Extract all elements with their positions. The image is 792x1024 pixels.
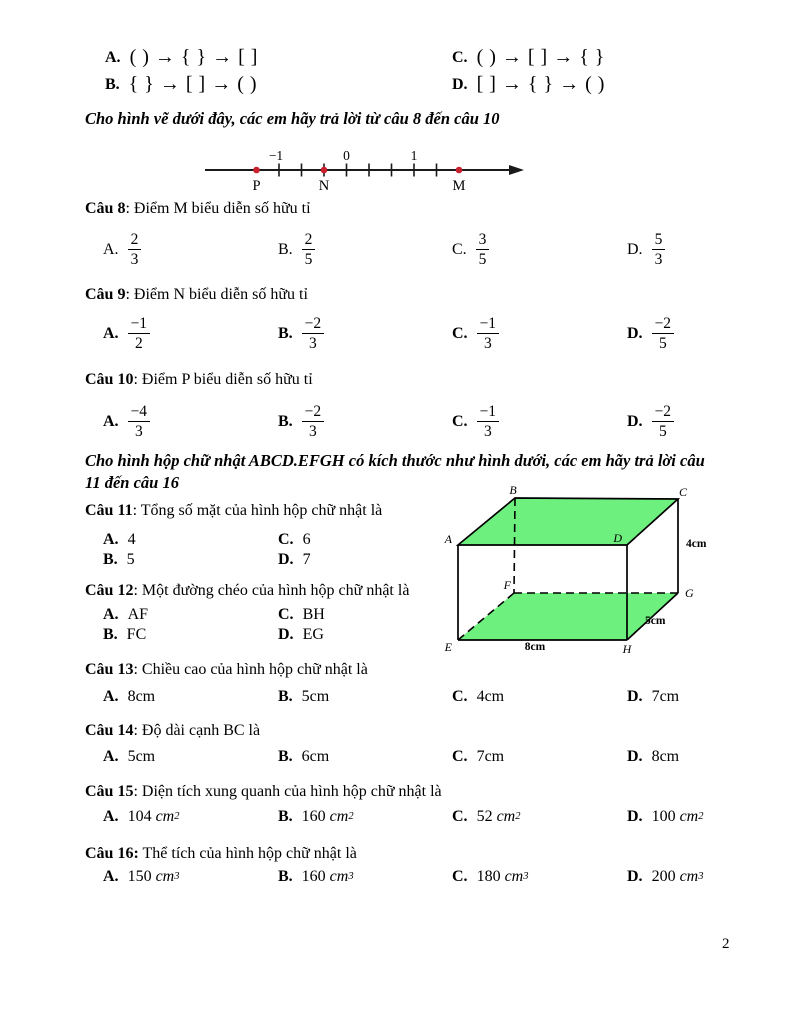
fraction xyxy=(302,231,316,268)
fraction-numerator: −4 xyxy=(130,403,148,420)
q9-option-a xyxy=(103,315,150,352)
q14-option-b xyxy=(278,748,329,766)
option-unit: cm xyxy=(155,808,175,825)
question-number: Câu 8 xyxy=(85,200,126,217)
q14-option-d xyxy=(627,748,679,766)
dim-height-label: 4cm xyxy=(686,538,707,550)
fraction xyxy=(652,231,666,268)
option-letter: A. xyxy=(103,748,119,765)
option-unit: cm xyxy=(679,868,699,885)
q8-option-c xyxy=(452,231,489,268)
option-unit: cm xyxy=(329,868,349,885)
option-letter: B. xyxy=(278,412,293,430)
page-number: 2 xyxy=(722,936,730,952)
fraction-denominator: 5 xyxy=(476,249,490,268)
fraction xyxy=(128,403,151,440)
option-letter: C. xyxy=(278,606,294,623)
fraction xyxy=(477,315,500,352)
tick-label-1: 1 xyxy=(410,148,418,163)
option-letter: D. xyxy=(627,808,643,825)
fraction-denominator: 5 xyxy=(302,249,316,268)
question-15-heading xyxy=(85,781,442,802)
q10-option-c xyxy=(452,403,499,440)
question-text: Thể tích của hình hộp chữ nhật là xyxy=(138,845,357,862)
option-letter: B. xyxy=(105,75,120,93)
q16-option-b: B. 160 cm 3 xyxy=(278,868,354,885)
option-unit: cm xyxy=(496,808,516,825)
question-text: : Điểm P biểu diễn số hữu tỉ xyxy=(133,371,313,388)
fraction-numerator: 3 xyxy=(478,231,487,248)
question-number: Câu 11 xyxy=(85,502,133,519)
question-text: : Diện tích xung quanh của hình hộp chữ nhật là xyxy=(133,783,442,800)
option-letter: D. xyxy=(627,240,643,258)
point-N-dot xyxy=(321,167,328,174)
question-number: Câu 14 xyxy=(85,722,134,739)
fraction-denominator: 3 xyxy=(652,249,666,268)
question-number: Câu 16: xyxy=(85,845,139,862)
question-number: Câu 10 xyxy=(85,371,134,388)
option-letter: C. xyxy=(452,412,468,430)
option-value: 5cm xyxy=(301,688,330,705)
fraction-numerator: 5 xyxy=(654,231,663,248)
q15-option-b: B. 160 cm 2 xyxy=(278,808,354,825)
q7-option-c xyxy=(452,46,605,69)
fraction-denominator: 3 xyxy=(477,333,500,352)
fraction-denominator: 5 xyxy=(652,333,675,352)
cuboid-top-face xyxy=(458,498,678,545)
q7-option-b xyxy=(105,73,257,96)
section-intro-2-line1: Cho hình hộp chữ nhật ABCD.EFGH có kích thước như hình dưới, các em hãy trả lời câu xyxy=(85,451,705,470)
fraction-numerator: 2 xyxy=(304,231,313,248)
q13-option-b xyxy=(278,688,329,706)
number-line-figure xyxy=(192,144,537,199)
point-M-label: M xyxy=(452,178,466,194)
question-16-heading xyxy=(85,843,357,864)
option-letter: D. xyxy=(278,551,294,568)
option-value: 6cm xyxy=(301,748,330,765)
fraction-numerator: −2 xyxy=(304,403,322,420)
question-10-heading xyxy=(85,369,313,390)
fraction xyxy=(128,231,142,268)
q15-option-d: D. 100 cm 2 xyxy=(627,808,704,825)
number-line-arrowhead xyxy=(509,165,524,175)
q11-option-a xyxy=(103,531,136,549)
option-letter: B. xyxy=(278,868,293,885)
option-letter: B. xyxy=(278,748,293,765)
question-text: : Điểm M biểu diễn số hữu tỉ xyxy=(125,200,311,217)
question-14-heading xyxy=(85,720,260,741)
option-letter: B. xyxy=(278,240,293,258)
fraction-denominator: 3 xyxy=(128,421,151,440)
option-value: 7cm xyxy=(651,688,680,705)
option-letter: A. xyxy=(103,606,119,623)
option-letter: A. xyxy=(103,324,119,342)
vertex-G-label: G xyxy=(685,586,694,600)
q16-option-c: C. 180 cm 3 xyxy=(452,868,529,885)
vertex-B-label: B xyxy=(509,483,517,497)
option-value: FC xyxy=(126,626,147,643)
tick-label-minus1: −1 xyxy=(268,148,284,163)
q7-option-d xyxy=(452,73,605,96)
option-value: BH xyxy=(302,606,325,623)
option-value: 200 xyxy=(651,868,676,885)
q16-option-a: A. 150 cm 3 xyxy=(103,868,180,885)
question-text: : Tổng số mặt của hình hộp chữ nhật là xyxy=(132,502,383,519)
point-P-label: P xyxy=(252,178,261,194)
q11-option-c xyxy=(278,531,311,549)
q10-option-b xyxy=(278,403,324,440)
fraction-numerator: −2 xyxy=(304,315,322,332)
fraction-denominator: 3 xyxy=(128,249,142,268)
option-letter: D. xyxy=(627,412,643,430)
fraction xyxy=(128,315,151,352)
option-letter: D. xyxy=(627,868,643,885)
vertex-A-label: A xyxy=(444,532,452,546)
fraction-numerator: 2 xyxy=(130,231,139,248)
option-value: AF xyxy=(127,606,149,623)
option-value: 180 xyxy=(476,868,501,885)
point-M-dot xyxy=(456,167,463,174)
q9-option-b xyxy=(278,315,324,352)
option-value: 4 xyxy=(127,531,136,548)
question-12-heading xyxy=(85,580,409,601)
option-value: 104 xyxy=(127,808,152,825)
option-letter: A. xyxy=(103,868,119,885)
fraction xyxy=(477,403,500,440)
option-value: 8cm xyxy=(651,748,680,765)
question-11-heading xyxy=(85,500,382,521)
q15-option-a: A. 104 cm 2 xyxy=(103,808,180,825)
fraction-denominator: 3 xyxy=(302,333,325,352)
fraction-numerator: −1 xyxy=(479,403,497,420)
fraction-numerator: −1 xyxy=(130,315,148,332)
q15-option-c: C. 52 cm 2 xyxy=(452,808,521,825)
option-expression: ( ) → { } → [ ] xyxy=(129,46,258,68)
question-text: : Chiều cao của hình hộp chữ nhật là xyxy=(133,661,368,678)
option-value: 100 xyxy=(651,808,676,825)
q12-option-a xyxy=(103,606,148,624)
option-unit: cm xyxy=(155,868,175,885)
section-intro-1: Cho hình vẽ dưới đây, các em hãy trả lời từ câu 8 đến câu 10 xyxy=(85,109,500,128)
fraction-denominator: 5 xyxy=(652,421,675,440)
fraction xyxy=(302,403,325,440)
point-P-dot xyxy=(253,167,260,174)
q12-option-c xyxy=(278,606,325,624)
option-letter: A. xyxy=(103,240,119,258)
option-letter: A. xyxy=(103,531,119,548)
option-value: 150 xyxy=(127,868,152,885)
fraction-numerator: −2 xyxy=(654,403,672,420)
option-letter: C. xyxy=(452,324,468,342)
cuboid-figure xyxy=(443,483,710,658)
fraction-denominator: 3 xyxy=(302,421,325,440)
vertex-E-label: E xyxy=(444,640,452,654)
option-unit: cm xyxy=(329,808,349,825)
option-letter: C. xyxy=(278,531,294,548)
option-letter: D. xyxy=(627,324,643,342)
dim-depth-label: 5cm xyxy=(645,615,666,627)
q9-option-d xyxy=(627,315,674,352)
q13-option-d xyxy=(627,688,679,706)
option-letter: C. xyxy=(452,240,467,258)
fraction xyxy=(476,231,490,268)
option-letter: A. xyxy=(105,48,121,66)
vertex-C-label: C xyxy=(678,485,688,499)
option-letter: A. xyxy=(103,808,119,825)
option-letter: B. xyxy=(103,626,118,643)
option-letter: B. xyxy=(103,551,118,568)
dim-width-label: 8cm xyxy=(524,641,546,653)
option-expression: { } → [ ] → ( ) xyxy=(128,73,258,95)
fraction-denominator: 3 xyxy=(477,421,500,440)
q8-option-d xyxy=(627,231,665,268)
q12-option-d xyxy=(278,626,324,644)
question-8-heading xyxy=(85,198,311,219)
fraction xyxy=(652,403,675,440)
option-value: 5 xyxy=(126,551,135,568)
option-expression: [ ] → { } → ( ) xyxy=(476,73,605,95)
option-letter: A. xyxy=(103,688,119,705)
q12-option-b xyxy=(103,626,146,644)
q13-option-c xyxy=(452,688,504,706)
option-letter: B. xyxy=(278,808,293,825)
q11-option-b xyxy=(103,551,135,569)
q13-option-a xyxy=(103,688,155,706)
q14-option-a xyxy=(103,748,155,766)
point-N-label: N xyxy=(318,178,330,194)
q9-option-c xyxy=(452,315,499,352)
option-value: EG xyxy=(302,626,324,643)
question-text: : Một đường chéo của hình hộp chữ nhật là xyxy=(133,582,410,599)
q10-option-d xyxy=(627,403,674,440)
option-letter: C. xyxy=(452,48,468,66)
q16-option-d: D. 200 cm 3 xyxy=(627,868,704,885)
option-letter: B. xyxy=(278,324,293,342)
question-number: Câu 9 xyxy=(85,286,126,303)
option-letter: C. xyxy=(452,808,468,825)
q10-option-a xyxy=(103,403,150,440)
option-value: 160 xyxy=(301,868,326,885)
question-text: : Điểm N biểu diễn số hữu tỉ xyxy=(125,286,308,303)
vertex-D-label: D xyxy=(613,531,622,545)
vertex-H-label: H xyxy=(622,642,632,656)
fraction xyxy=(652,315,675,352)
option-letter: A. xyxy=(103,412,119,430)
fraction-numerator: −2 xyxy=(654,315,672,332)
option-unit: cm xyxy=(504,868,524,885)
option-letter: D. xyxy=(627,688,643,705)
q8-option-a xyxy=(103,231,141,268)
question-number: Câu 13 xyxy=(85,661,134,678)
fraction xyxy=(302,315,325,352)
option-value: 52 xyxy=(476,808,493,825)
option-value: 4cm xyxy=(476,688,505,705)
q8-option-b xyxy=(278,231,315,268)
option-value: 8cm xyxy=(127,688,156,705)
option-expression: ( ) → [ ] → { } xyxy=(476,46,605,68)
option-value: 160 xyxy=(301,808,326,825)
question-9-heading xyxy=(85,284,308,305)
question-number: Câu 12 xyxy=(85,582,134,599)
option-value: 7 xyxy=(302,551,311,568)
q7-option-a xyxy=(105,46,258,69)
option-letter: C. xyxy=(452,748,468,765)
q14-option-c xyxy=(452,748,504,766)
option-value: 7cm xyxy=(476,748,505,765)
fraction-denominator: 2 xyxy=(128,333,151,352)
option-value: 6 xyxy=(302,531,311,548)
q11-option-d xyxy=(278,551,311,569)
option-value: 5cm xyxy=(127,748,156,765)
option-letter: D. xyxy=(278,626,294,643)
question-text: : Độ dài cạnh BC là xyxy=(133,722,261,739)
question-number: Câu 15 xyxy=(85,783,134,800)
tick-label-0: 0 xyxy=(343,148,350,163)
option-unit: cm xyxy=(679,808,699,825)
option-letter: C. xyxy=(452,688,468,705)
fraction-numerator: −1 xyxy=(479,315,497,332)
option-letter: D. xyxy=(627,748,643,765)
question-13-heading xyxy=(85,659,368,680)
option-letter: D. xyxy=(452,75,468,93)
option-letter: C. xyxy=(452,868,468,885)
vertex-F-label: F xyxy=(503,578,511,592)
option-letter: B. xyxy=(278,688,293,705)
section-intro-2-line2: 11 đến câu 16 xyxy=(85,473,179,492)
